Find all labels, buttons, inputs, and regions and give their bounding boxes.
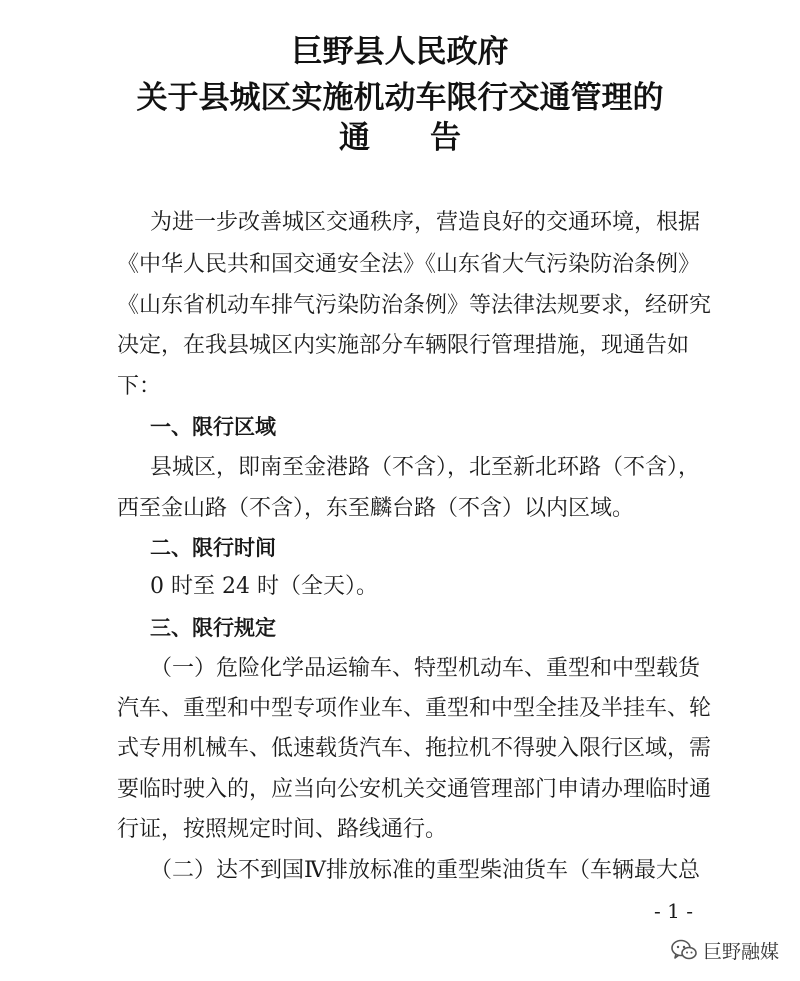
rule-line: 行证，按照规定时间、路线通行。: [117, 817, 448, 842]
intro-line: 为进一步改善城区交通秩序，营造良好的交通环境，根据: [150, 210, 701, 235]
section-line: 0 时至 24 时（全天）。: [150, 574, 378, 599]
intro-line: 《山东省机动车排气污染防治条例》等法律法规要求，经研究: [117, 293, 712, 318]
wechat-icon: [671, 939, 697, 961]
rule-line: （二）达不到国Ⅳ排放标准的重型柴油货车（车辆最大总: [150, 858, 700, 883]
section-heading: 一、限行区域: [150, 415, 276, 439]
section-heading: 三、限行规定: [150, 616, 276, 640]
section-line: 县城区，即南至金港路（不含），北至新北环路（不含），: [150, 455, 701, 480]
title-line-1: 巨野县人民政府: [291, 34, 509, 70]
title-char-gao: 告: [430, 120, 461, 156]
intro-line: 决定，在我县城区内实施部分车辆限行管理措施，现通告如: [117, 333, 690, 358]
title-line-3: [0, 118, 800, 158]
rule-line: 汽车、重型和中型专项作业车、重型和中型全挂及半挂车、轮: [117, 696, 712, 721]
rule-line: 要临时驶入的，应当向公安机关交通管理部门申请办理临时通: [117, 777, 712, 802]
title-char-tong: 通: [339, 120, 370, 156]
title-line-2: 关于县城区实施机动车限行交通管理的: [136, 80, 664, 116]
page-number: - 1 -: [654, 899, 693, 923]
section-line: 西至金山路（不含），东至麟台路（不含）以内区域。: [117, 496, 635, 521]
section-heading: 二、限行时间: [150, 536, 276, 560]
rule-line: 式专用机械车、低速载货汽车、拖拉机不得驶入限行区域，需: [117, 736, 712, 761]
intro-line: 下：: [117, 374, 162, 399]
brand-watermark: [671, 937, 779, 963]
rule-line: （一）危险化学品运输车、特型机动车、重型和中型载货: [150, 656, 701, 681]
brand-name: 巨野融媒: [703, 940, 780, 963]
intro-line: 《中华人民共和国交通安全法》《山东省大气污染防治条例》: [117, 252, 701, 277]
